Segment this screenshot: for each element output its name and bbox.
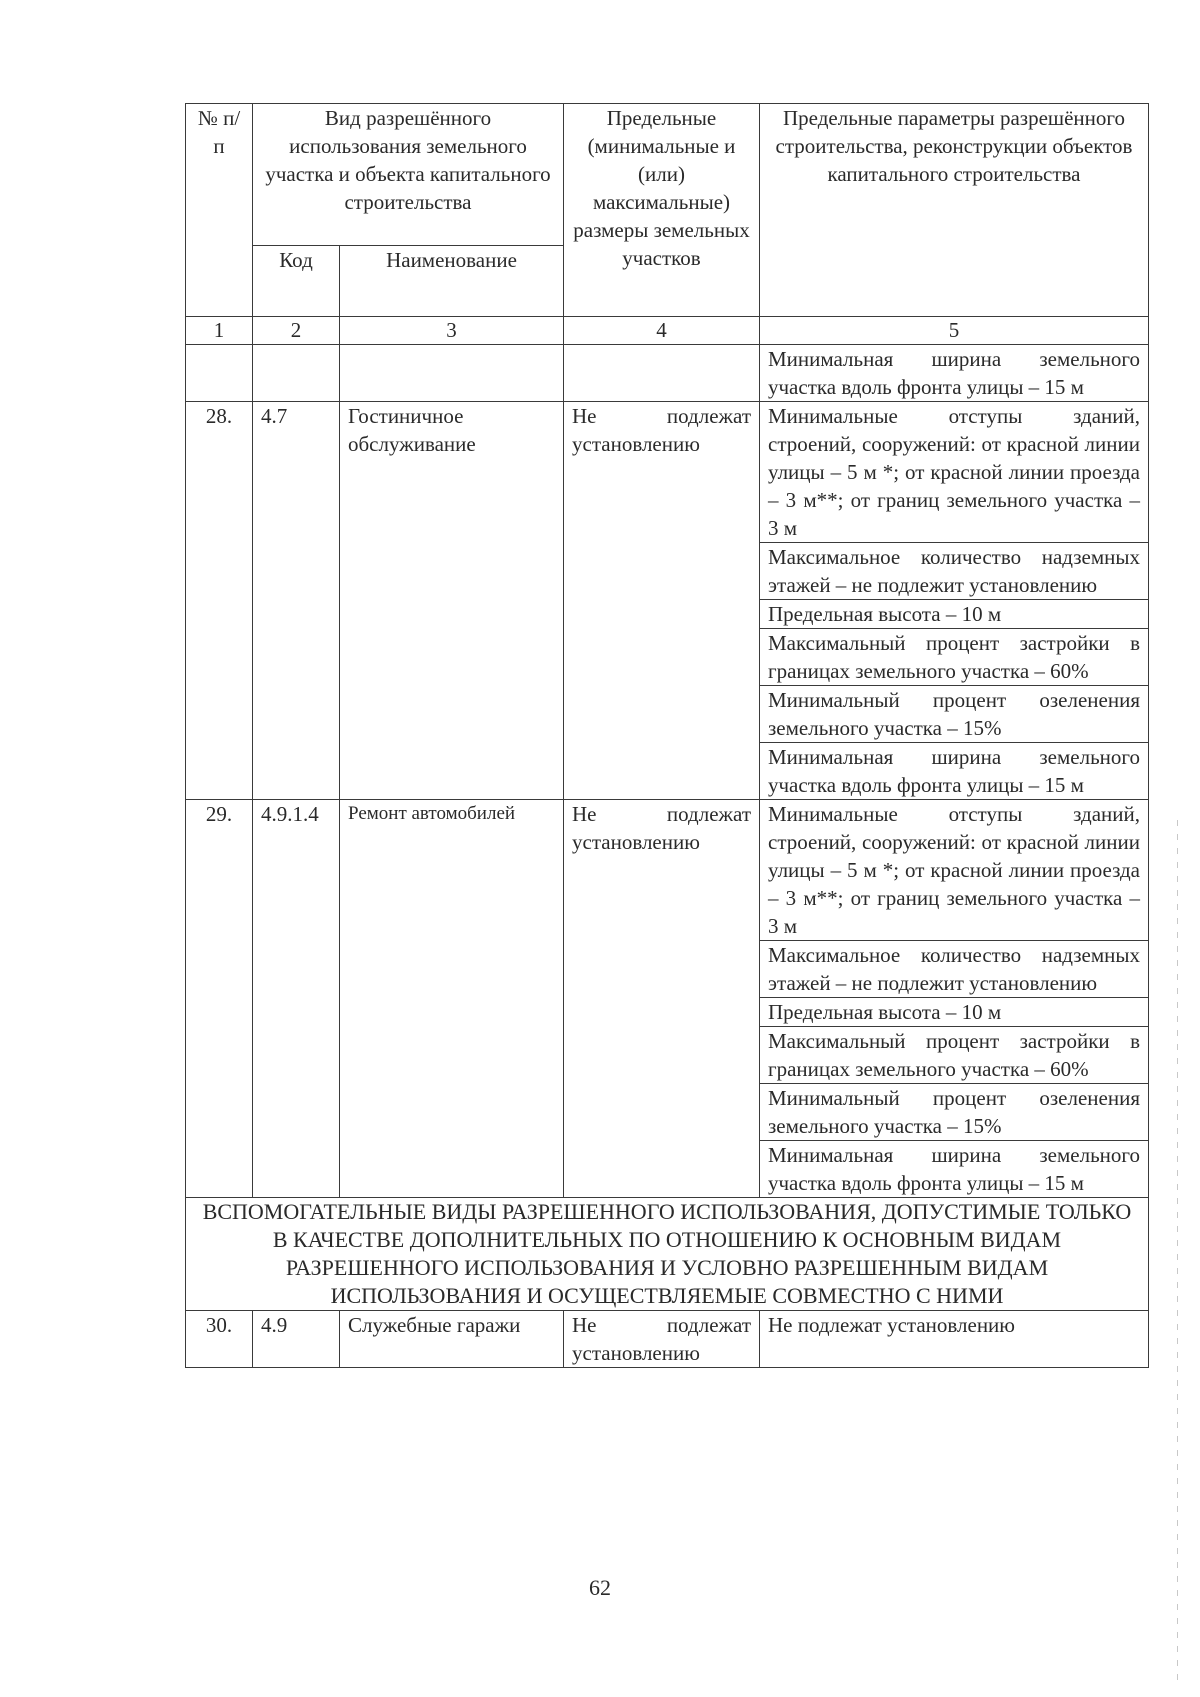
row-sizes: Не подлежат установлению	[564, 402, 760, 800]
row-sizes: Не подлежат установлению	[564, 800, 760, 1198]
header-code: Код	[253, 246, 340, 317]
row-code: 4.9	[253, 1311, 340, 1368]
land-use-table	[185, 103, 1149, 1368]
header-num: № п/п	[186, 104, 253, 317]
param-coverage: Максимальный процент застройки в границах земельного участка – 60%	[760, 1027, 1149, 1084]
param-frontage: Минимальная ширина земельного участка вдоль фронта улицы – 15 м	[760, 743, 1149, 800]
carry-over-param: Минимальная ширина земельного участка вдоль фронта улицы – 15 м	[760, 345, 1149, 402]
empty-cell	[340, 345, 564, 402]
param-coverage: Максимальный процент застройки в границах земельного участка – 60%	[760, 629, 1149, 686]
row-name: Ремонт автомобилей	[340, 800, 564, 1198]
row-code: 4.9.1.4	[253, 800, 340, 1198]
row-num: 30.	[186, 1311, 253, 1368]
row-num: 28.	[186, 402, 253, 800]
row-name: Гостиничное обслуживание	[340, 402, 564, 800]
section-heading: ВСПОМОГАТЕЛЬНЫЕ ВИДЫ РАЗРЕШЕННОГО ИСПОЛЬЗОВАНИЯ, ДОПУСТИМЫЕ ТОЛЬКО В КАЧЕСТВЕ ДОПОЛНИТЕЛЬНЫХ ПО ОТНОШЕНИЮ К ОСНОВНЫМ ВИДАМ РАЗРЕШЕННОГО ИСПОЛЬЗОВАНИЯ И УСЛОВНО РАЗРЕШЕННЫМ ВИДАМ ИСПОЛЬЗОВАНИЯ И ОСУЩЕСТВЛЯЕМЫЕ СОВМЕСТНО С НИМИ	[186, 1198, 1149, 1311]
table-row	[186, 1311, 1149, 1368]
table-row	[186, 800, 1149, 941]
row-sizes: Не подлежат установлению	[564, 1311, 760, 1368]
page-number: 62	[589, 1575, 611, 1600]
param-frontage: Минимальная ширина земельного участка вдоль фронта улицы – 15 м	[760, 1141, 1149, 1198]
header-sizes: Предельные (минимальные и (или) максимальные) размеры земельных участков	[564, 104, 760, 317]
col-number: 4	[564, 317, 760, 345]
table-row	[186, 402, 1149, 543]
param-floors: Максимальное количество надземных этажей – не подлежит установлению	[760, 941, 1149, 998]
section-row	[186, 1198, 1149, 1311]
header-name: Наименование	[340, 246, 564, 317]
param-height: Предельная высота – 10 м	[760, 600, 1149, 629]
col-number: 3	[340, 317, 564, 345]
carry-over-row	[186, 345, 1149, 402]
param-setbacks: Минимальные отступы зданий, строений, сооружений: от красной линии улицы – 5 м *; от красной линии проезда – 3 м**; от границ земельного участка – 3 м	[760, 402, 1149, 543]
empty-cell	[253, 345, 340, 402]
header-type-group: Вид разрешённого использования земельного участка и объекта капитального строительства	[253, 104, 564, 246]
col-number: 2	[253, 317, 340, 345]
param-floors: Максимальное количество надземных этажей – не подлежит установлению	[760, 543, 1149, 600]
empty-cell	[186, 345, 253, 402]
param-setbacks: Минимальные отступы зданий, строений, сооружений: от красной линии улицы – 5 м *; от красной линии проезда – 3 м**; от границ земельного участка – 3 м	[760, 800, 1149, 941]
scan-artifact-line	[1177, 820, 1178, 1680]
col-number: 5	[760, 317, 1149, 345]
param-height: Предельная высота – 10 м	[760, 998, 1149, 1027]
row-name: Служебные гаражи	[340, 1311, 564, 1368]
col-number: 1	[186, 317, 253, 345]
header-row	[186, 104, 1149, 246]
row-num: 29.	[186, 800, 253, 1198]
param-greening: Минимальный процент озеленения земельного участка – 15%	[760, 686, 1149, 743]
row-params: Не подлежат установлению	[760, 1311, 1149, 1368]
empty-cell	[564, 345, 760, 402]
row-code: 4.7	[253, 402, 340, 800]
header-params: Предельные параметры разрешённого строительства, реконструкции объектов капитального строительства	[760, 104, 1149, 317]
column-number-row	[186, 317, 1149, 345]
param-greening: Минимальный процент озеленения земельного участка – 15%	[760, 1084, 1149, 1141]
